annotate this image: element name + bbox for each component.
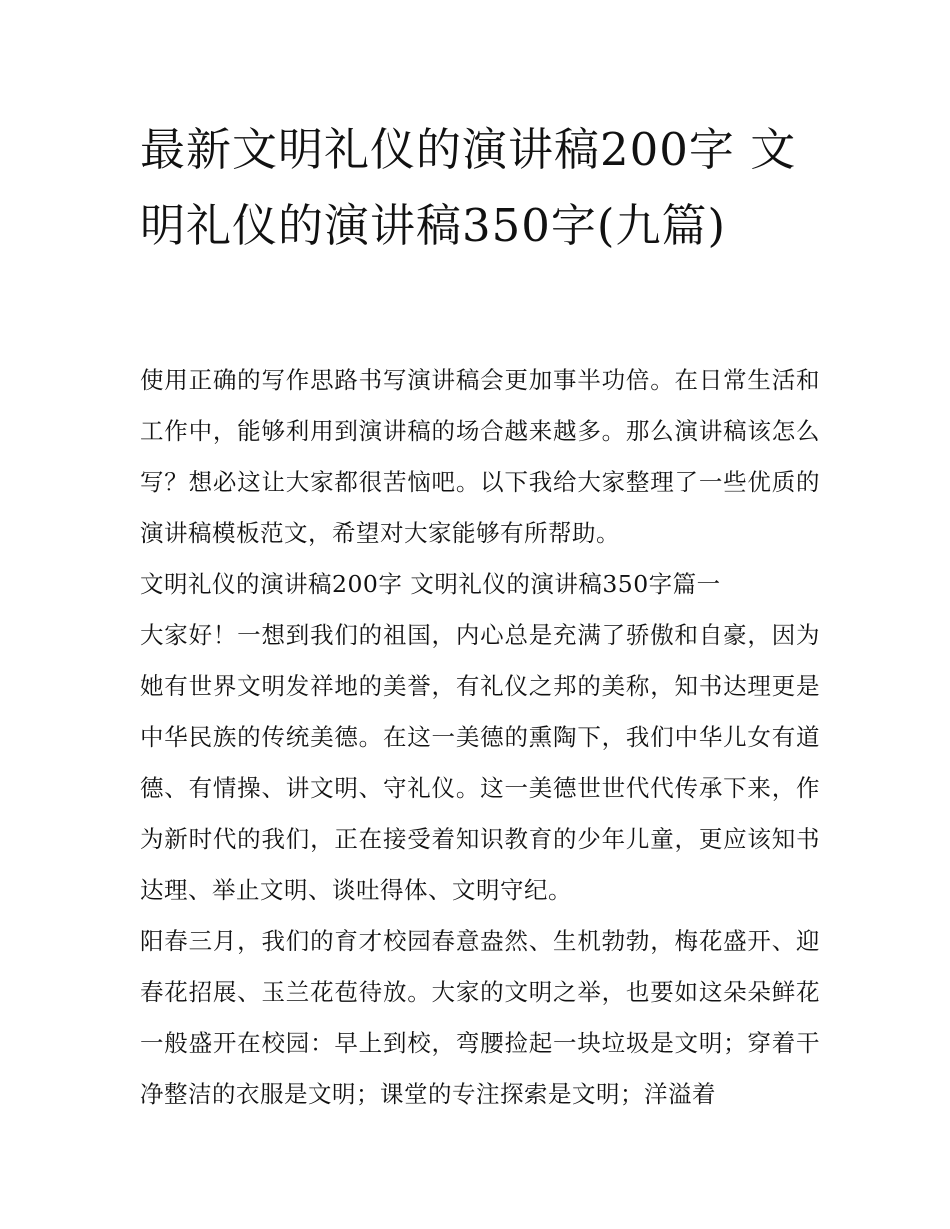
- intro-paragraph: 使用正确的写作思路书写演讲稿会更加事半功倍。在日常生活和工作中，能够利用到演讲稿的场合越来越多。那么演讲稿该怎么写？想必这让大家都很苦恼吧。以下我给大家整理了一些优质的演讲稿模板范文，希望对大家能够有所帮助。: [140, 366, 820, 547]
- document-body: [140, 355, 820, 1120]
- document-title: 最新文明礼仪的演讲稿200字 文明礼仪的演讲稿350字(九篇): [140, 123, 797, 252]
- speech-paragraph-1: 大家好！一想到我们的祖国，内心总是充满了骄傲和自豪，因为她有世界文明发祥地的美誉，有礼仪之邦的美称，知书达理更是中华民族的传统美德。在这一美德的熏陶下，我们中华儿女有道德、有情操、讲文明、守礼仪。这一美德世世代代传承下来，作为新时代的我们，正在接受着知识教育的少年儿童，更应该知书达理、举止文明、谈吐得体、文明守纪。: [140, 621, 820, 904]
- section-heading: 文明礼仪的演讲稿200字 文明礼仪的演讲稿350字篇一: [140, 570, 721, 598]
- speech-paragraph-2: 阳春三月，我们的育才校园春意盎然、生机勃勃，梅花盛开、迎春花招展、玉兰花苞待放。大家的文明之举，也要如这朵朵鲜花一般盛开在校园：早上到校，弯腰捡起一块垃圾是文明；穿着干净整洁的衣服是文明；课堂的专注探索是文明；洋溢着: [140, 927, 820, 1108]
